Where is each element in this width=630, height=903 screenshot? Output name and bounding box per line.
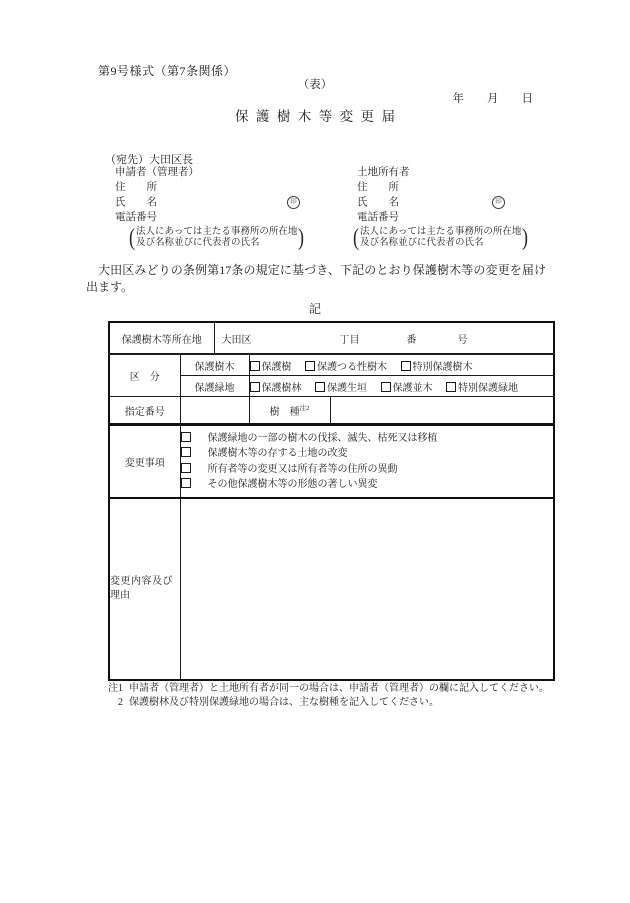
details-label-line1: 変更内容及び [110, 576, 173, 587]
change-item[interactable] [181, 431, 554, 447]
option-label: 特別保護樹木 [412, 361, 473, 373]
seal-glyph: 印 [495, 198, 502, 206]
category-label: 区 分 [109, 354, 180, 397]
checkbox-icon [250, 361, 260, 371]
seal-icon [492, 196, 505, 209]
option-label: 保護つる性樹木 [317, 361, 387, 373]
species-label-text: 樹 種 [269, 406, 300, 418]
checkbox-icon [250, 382, 260, 392]
checkbox-icon [305, 361, 315, 371]
checkbox-option[interactable] [446, 379, 518, 394]
category-row-trees-options [249, 354, 554, 376]
intro-paragraph: 大田区みどりの条例第17条の規定に基づき、下記のとおり保護樹木等の変更を届け出ます。 [86, 263, 546, 294]
landowner-name-label: 氏 名 [357, 197, 399, 208]
checkbox-option[interactable] [401, 358, 473, 373]
applicant-phone-label: 電話番号 [115, 212, 157, 223]
corp-note-line2: 及び名称並びに代表者の氏名 [136, 238, 260, 248]
landowner-block [353, 165, 529, 251]
footnote-text: 保護樹林及び特別保護緑地の場合は、主な樹種を記入してください。 [129, 696, 439, 708]
checkbox-icon [401, 361, 411, 371]
location-chome: 丁目 [339, 334, 360, 346]
change-item-label: その他保護樹木等の形態の著しい異変 [207, 479, 378, 490]
checkbox-icon [181, 432, 191, 442]
checkbox-option[interactable] [315, 379, 367, 394]
location-go: 号 [457, 334, 468, 346]
side-label: （表） [297, 79, 333, 91]
checkbox-icon [315, 382, 325, 392]
addressee: （宛先）大田区長 [105, 154, 193, 166]
applicant-corp-note [128, 226, 305, 250]
details-label-line2: 理由 [110, 590, 130, 601]
landowner-phone-label: 電話番号 [357, 212, 399, 223]
footnote-number: 2 [108, 696, 123, 708]
footnote-1 [108, 682, 549, 696]
change-item[interactable] [181, 446, 554, 462]
change-items [180, 425, 554, 499]
designation-field [180, 397, 249, 425]
applicant-heading: 申請者（管理者） [115, 167, 199, 178]
applicant-address-label: 住 所 [115, 182, 157, 193]
change-item-label: 保護樹木等の存する土地の改変 [207, 448, 348, 459]
landowner-heading: 土地所有者 [357, 167, 410, 178]
checkbox-icon [181, 463, 191, 473]
record-mark: 記 [308, 302, 321, 316]
checkbox-option[interactable] [250, 358, 292, 373]
form-number: 第9号様式（第7条関係） [98, 64, 237, 78]
option-label: 保護生垣 [327, 382, 367, 394]
footnotes [108, 682, 549, 709]
change-item[interactable] [181, 477, 554, 493]
option-label: 特別保護緑地 [458, 382, 518, 394]
corp-note-line1: 法人にあっては主たる事務所の所在地 [360, 226, 522, 237]
option-label: 保護並木 [392, 382, 433, 394]
location-ban: 番 [406, 334, 418, 346]
footnote-text: 申請者（管理者）と土地所有者が同一の場合は、申請者（管理者）の欄に記入してください。 [129, 683, 549, 694]
option-label: 保護樹林 [261, 382, 302, 394]
seal-glyph: 印 [290, 198, 297, 206]
checkbox-option[interactable] [381, 379, 433, 394]
location-city: 大田区 [221, 334, 252, 346]
corp-note-line2: 及び名称並びに代表者の氏名 [360, 238, 484, 248]
checkbox-option[interactable] [305, 358, 387, 373]
designation-label: 指定番号 [109, 397, 180, 425]
footnote-number: 注1 [108, 683, 123, 694]
checkbox-icon [446, 382, 456, 392]
applicant-block [115, 165, 305, 250]
species-label [249, 397, 330, 425]
landowner-address-label: 住 所 [357, 182, 399, 193]
category-row-green-label: 保護緑地 [180, 376, 249, 397]
species-note-ref: 注2 [299, 404, 310, 412]
paren-open-icon: ( [129, 225, 135, 251]
details-label [109, 498, 180, 680]
seal-icon [287, 196, 300, 209]
checkbox-icon [181, 447, 191, 457]
page-title: 保護樹木等変更届 [235, 109, 403, 124]
landowner-corp-note [352, 226, 529, 250]
applicant-name-label: 氏 名 [115, 197, 157, 208]
date-line: 年 月 日 [452, 93, 533, 105]
changes-label: 変更事項 [109, 425, 180, 499]
category-row-trees-label: 保護樹木 [180, 354, 249, 376]
category-row-green-options [249, 376, 554, 397]
option-label: 保護樹 [261, 361, 292, 373]
checkbox-icon [181, 478, 191, 488]
paren-close-icon: ) [522, 225, 529, 251]
details-field [180, 498, 554, 680]
change-item[interactable] [181, 462, 554, 478]
checkbox-icon [381, 382, 391, 392]
change-item-label: 所有者等の変更又は所有者等の住所の異動 [207, 463, 398, 475]
location-label: 保護樹木等所在地 [109, 322, 214, 354]
change-item-label: 保護緑地の一部の樹木の伐採、滅失、枯死又は移植 [207, 432, 438, 444]
corp-note-line1: 法人にあっては主たる事務所の所在地 [136, 226, 298, 237]
species-field [330, 397, 554, 425]
footnote-2 [108, 696, 549, 710]
form-table [108, 321, 555, 681]
location-field [214, 322, 554, 354]
paren-open-icon: ( [353, 225, 359, 251]
paren-close-icon: ) [298, 225, 305, 251]
checkbox-option[interactable] [250, 379, 302, 394]
